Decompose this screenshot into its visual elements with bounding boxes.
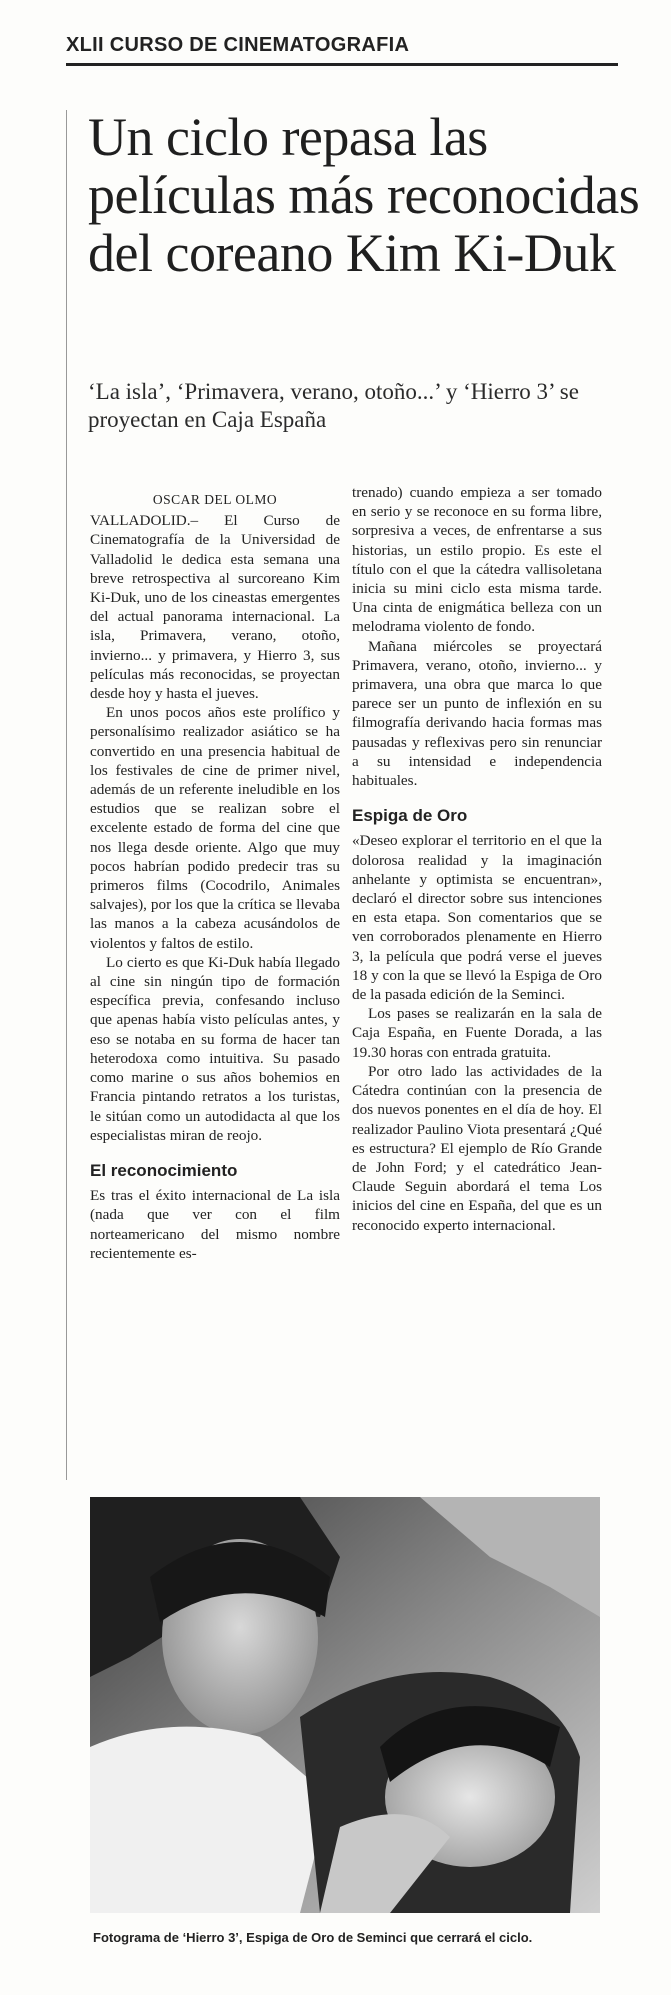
film-still-photo	[90, 1497, 600, 1913]
photo-caption: Fotograma de ‘Hierro 3’, Espiga de Oro de Seminci que cerrará el ciclo.	[93, 1930, 533, 1945]
photo-image	[90, 1497, 600, 1913]
column-2	[352, 483, 602, 1235]
section-label: XLII CURSO DE CINEMATOGRAFIA	[66, 34, 410, 56]
section-heading: El reconocimiento	[90, 1160, 238, 1180]
headline: Un ciclo repasa las películas más reconocidas del coreano Kim Ki-Duk	[88, 107, 640, 283]
paragraph: «Deseo explorar el territorio en el que la dolorosa realidad y la imaginación anhelante y optimista se encuentran», declaró el director sobre sus intenciones en esta etapa. Son comentarios que se ven corroborados plenamente en Hierro 3, la película que podrá verse el jueves 18 y con la que se llevó la Espiga de Oro de la pasada edición de la Seminci.	[352, 832, 602, 1004]
paragraph: Es tras el éxito internacional de La isla (nada que ver con el film norteamericano del mismo nombre recientemente es-	[90, 1187, 340, 1262]
paragraph	[90, 511, 340, 703]
top-rule	[66, 63, 618, 66]
paragraph: En unos pocos años este prolífico y personalísimo realizador asiático se ha convertido en una presencia habitual de los festivales de cine de primer nivel, además de un referente ineludible en los estudios que se realizan sobre el excelente estado de forma del cine que nos llega desde oriente. Algo que muy pocos habrían podido predecir tras su primeros films (Cocodrilo, Animales salvajes), por los que la crítica se llevaba las manos a la cabeza acusándolos de violentos y faltos de estilo.	[90, 704, 340, 952]
paragraph-text: El Curso de Cinematografía de la Universidad de Valladolid le dedica esta semana una breve retrospectiva al surcoreano Kim Ki-Duk, uno de los cineastas emergentes del actual panorama internacional. La isla, Primavera, verano, otoño, invierno... y primavera, y Hierro 3, sus películas más reconocidas, se proyectan desde hoy y hasta el jueves.	[90, 512, 341, 703]
column-1	[90, 490, 340, 1263]
subheadline: ‘La isla’, ‘Primavera, verano, otoño...’ y ‘Hierro 3’ se proyectan en Caja España	[88, 379, 579, 432]
section-heading: Espiga de Oro	[352, 806, 468, 826]
dateline: VALLADOLID.–	[90, 512, 199, 530]
paragraph: Por otro lado las actividades de la Cátedra continúan con la presencia de dos nuevos ponentes en el día de hoy. El realizador Paulino Viota presentará ¿Qué es estructura? El ejemplo de Río Grande de John Ford; y el catedrático Jean-Claude Seguin abordará el tema Los inicios del cine en España, del que es un reconocido experto internacional.	[352, 1062, 602, 1234]
vertical-rule	[66, 110, 67, 1480]
paragraph: Los pases se realizarán en la sala de Caja España, en Fuente Dorada, a las 19.30 horas con entrada gratuita.	[352, 1005, 602, 1061]
paragraph: Lo cierto es que Ki-Duk había llegado al cine sin ningún tipo de formación específica previa, confesando incluso que apenas había visto películas antes, y eso se notaba en su forma de hacer tan heterodoxa como intuitiva. Su pasado como marine o sus años bohemios en Francia pintando retratos a los turistas, le sitúan como un autodidacta al que los especialistas miran de reojo.	[90, 953, 340, 1144]
paragraph: trenado) cuando empieza a ser tomado en serio y se reconoce en su forma libre, sorpresiva a veces, de enfrentarse a sus historias, un estilo propio. Es este el título con el que la cátedra vallisoletana inicia su mini ciclo esta misma tarde. Una cinta de enigmática belleza con un melodrama violento de fondo.	[352, 484, 602, 636]
byline: OSCAR DEL OLMO	[152, 492, 278, 507]
paragraph: Mañana miércoles se proyectará Primavera, verano, otoño, invierno... y primavera, una obra que marca lo que parece ser un punto de inflexión en su filmografía derivando hacia formas mas pausadas y reflexivas pero sin renunciar a su intensidad e independencia habituales.	[352, 637, 602, 790]
